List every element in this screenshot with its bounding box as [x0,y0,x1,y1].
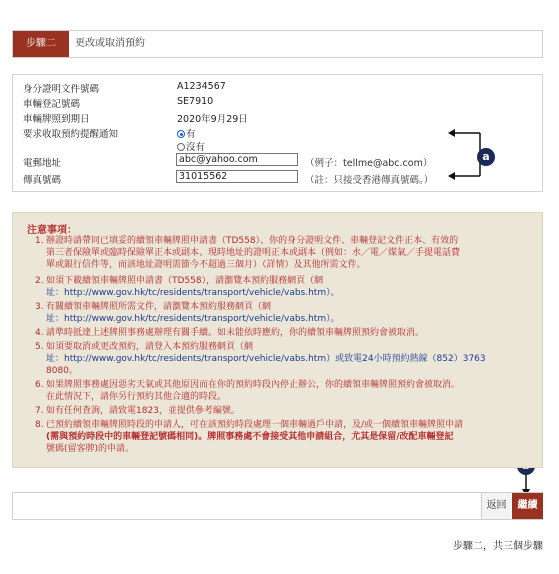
fax-hint: （註：只接受香港傳真號碼。） [305,175,434,186]
notes-title: 注意事項： [27,225,77,236]
note-number: 5. [35,342,44,352]
reminder-label: 要求收取預約提醒通知 [23,129,119,140]
fax-label: 傳真號碼 [23,175,62,186]
note-line-text: 單或銀行信件等，而該地址證明需節今不超過三個月）（詳情）及其他所需文件。 [46,260,366,270]
note-link-line[interactable]: 址：http://www.gov.hk/tc/residents/transport/vehicle/vabs.htm）。 [46,314,340,324]
expiry-value: 2020年9月29日 [177,114,248,125]
note-line: (需與預約時段中的車輛登記號碼相同)。牌照事務處不會接受其他申請組合，尤其是保留/改配車輛登記 [46,432,454,442]
note-item-5 [35,341,531,377]
note-number: 2. [35,276,44,286]
step-badge: 步驟二 [13,31,69,57]
note-number: 4. [35,328,44,338]
note-line: 請準時抵達上述牌照事務處辦理有關手續。如未能依時應約，你的續領車輛牌照預約會被取消。 [46,328,425,338]
note-link-line[interactable]: 址：http://www.gov.hk/tc/residents/transport/vehicle/vabs.htm）或致電24小時預約熱線（852）3763 [46,354,486,364]
note-item-7 [35,405,531,417]
id-value: A1234567 [177,81,226,92]
email-hint: （例子：tellme@abc.com） [305,158,433,169]
note-line: 辦證時請帶同已填妥的續領車輛牌照申請書（TD558）、你的身分證明文件、車輛登記文件正本、有效的 [46,236,459,246]
note-line [46,259,531,271]
notes-panel [12,212,543,468]
reminder-no-label: 沒有 [186,142,206,153]
back-button[interactable]: 返回 [481,493,511,519]
note-number: 6. [35,380,44,390]
note-number: 8. [35,420,44,430]
expiry-label: 車輛牌照到期日 [23,114,90,125]
note-number: 3. [35,302,44,312]
continue-button[interactable]: 繼續 [512,493,543,519]
note-number: 1. [35,236,44,246]
step-progress: 步驟二，共三個步驟 [453,541,543,552]
note-link-line[interactable]: 址：http://www.gov.hk/tc/residents/transport/vehicle/vabs.htm）。 [46,288,340,298]
note-item-2 [35,275,531,299]
note-line: 如須下載續領車輛牌照申請書（TD558），請瀏覽本預約服務網頁（網 [46,276,324,286]
vehicle-label: 車輛登記號碼 [23,99,81,110]
note-line: 第三者保險單或臨時保險單正本或副本、現時地址的證明正本或副本（例如：水／電／煤氣／手提電話費 [46,248,461,258]
note-item-8 [35,419,531,455]
note-line: 如有任何查詢，請致電1823，並提供參考編號。 [46,406,240,416]
note-line: 在此情況下，請你另行預約其他合適的時段。 [46,392,227,402]
note-line: 號碼(留客牌)的申請。 [46,444,135,454]
note-item-4 [35,327,531,339]
reminder-yes-label: 有 [186,129,196,140]
page-title: 更改或取消預約 [75,38,145,49]
note-item-6 [35,379,531,403]
callout-a: a [477,148,495,166]
vehicle-value: SE7910 [177,96,214,107]
note-line: 已預約續領車輛牌照時段的申請人，可在該預約時段處理一個車輛過戶申請，及/或一個續領車輛牌照申請 [46,420,464,430]
email-field[interactable]: abc@yahoo.com [176,153,298,166]
email-label: 電郵地址 [23,158,62,169]
note-item-1 [35,235,531,271]
fax-field[interactable]: 31015562 [176,170,298,183]
note-line: 如須要取消或更改預約，請登入本預約服務網頁（網 [46,342,254,352]
note-number: 7. [35,406,44,416]
id-label: 身分證明文件號碼 [23,84,100,95]
action-bar [12,492,543,520]
note-line: 8080。 [46,366,78,376]
note-line: 有關續領車輛牌照所需文件，請瀏覽本預約服務網頁（網 [46,302,272,312]
note-line: 如果牌照事務處因惡劣天氣或其他原因而在你的預約時段內停止辦公，你的續領車輛牌照預約會被取消。 [46,380,461,390]
note-item-3 [35,301,531,325]
